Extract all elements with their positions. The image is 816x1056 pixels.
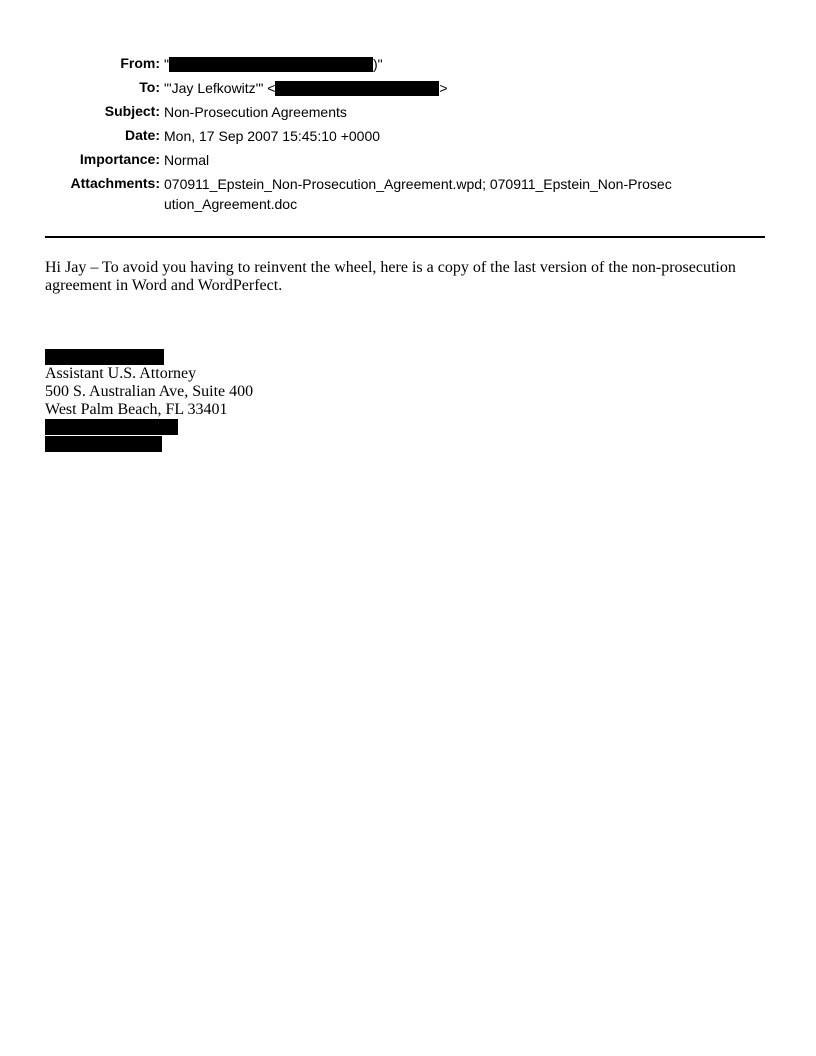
signature-title: Assistant U.S. Attorney bbox=[45, 365, 197, 382]
message-body: Hi Jay – To avoid you having to reinvent the wheel, here is a copy of the last version of the non-prosecution agreement in Word and WordPerfect. bbox=[45, 259, 736, 294]
to-value bbox=[164, 78, 674, 98]
email-header bbox=[0, 54, 816, 218]
from-value bbox=[164, 54, 674, 74]
signature-address-line1: 500 S. Australian Ave, Suite 400 bbox=[45, 383, 254, 400]
subject-value: Non-Prosecution Agreements bbox=[164, 104, 347, 120]
attachments-row bbox=[0, 174, 816, 218]
importance-label: Importance: bbox=[79, 151, 160, 167]
redaction-phone bbox=[45, 419, 178, 435]
date-value: Mon, 17 Sep 2007 15:45:10 +0000 bbox=[164, 128, 381, 144]
importance-row bbox=[0, 150, 816, 174]
subject-row bbox=[0, 102, 816, 126]
signature-address-line2: West Palm Beach, FL 33401 bbox=[45, 401, 228, 418]
to-label: To: bbox=[139, 79, 160, 95]
header-divider bbox=[45, 236, 765, 238]
to-row bbox=[0, 78, 816, 102]
subject-label: Subject: bbox=[104, 103, 160, 119]
redaction-email bbox=[45, 436, 162, 452]
redaction-to bbox=[275, 81, 439, 96]
from-row bbox=[0, 54, 816, 78]
importance-value: Normal bbox=[164, 152, 210, 168]
to-prefix: "'Jay Lefkowitz'" < bbox=[164, 80, 276, 96]
signature-block bbox=[45, 349, 253, 452]
redaction-sender-name bbox=[45, 349, 164, 365]
attachments-label: Attachments: bbox=[70, 175, 160, 191]
from-prefix: " bbox=[164, 56, 169, 72]
date-label: Date: bbox=[124, 127, 160, 143]
to-suffix: > bbox=[439, 80, 448, 96]
date-row bbox=[0, 126, 816, 150]
attachments-value: 070911_Epstein_Non-Prosecution_Agreement.wpd; 070911_Epstein_Non-Prosecution_Agreement.doc bbox=[164, 176, 672, 212]
from-label: From: bbox=[120, 55, 160, 71]
redaction-from bbox=[169, 57, 373, 72]
from-suffix: )" bbox=[372, 56, 383, 72]
